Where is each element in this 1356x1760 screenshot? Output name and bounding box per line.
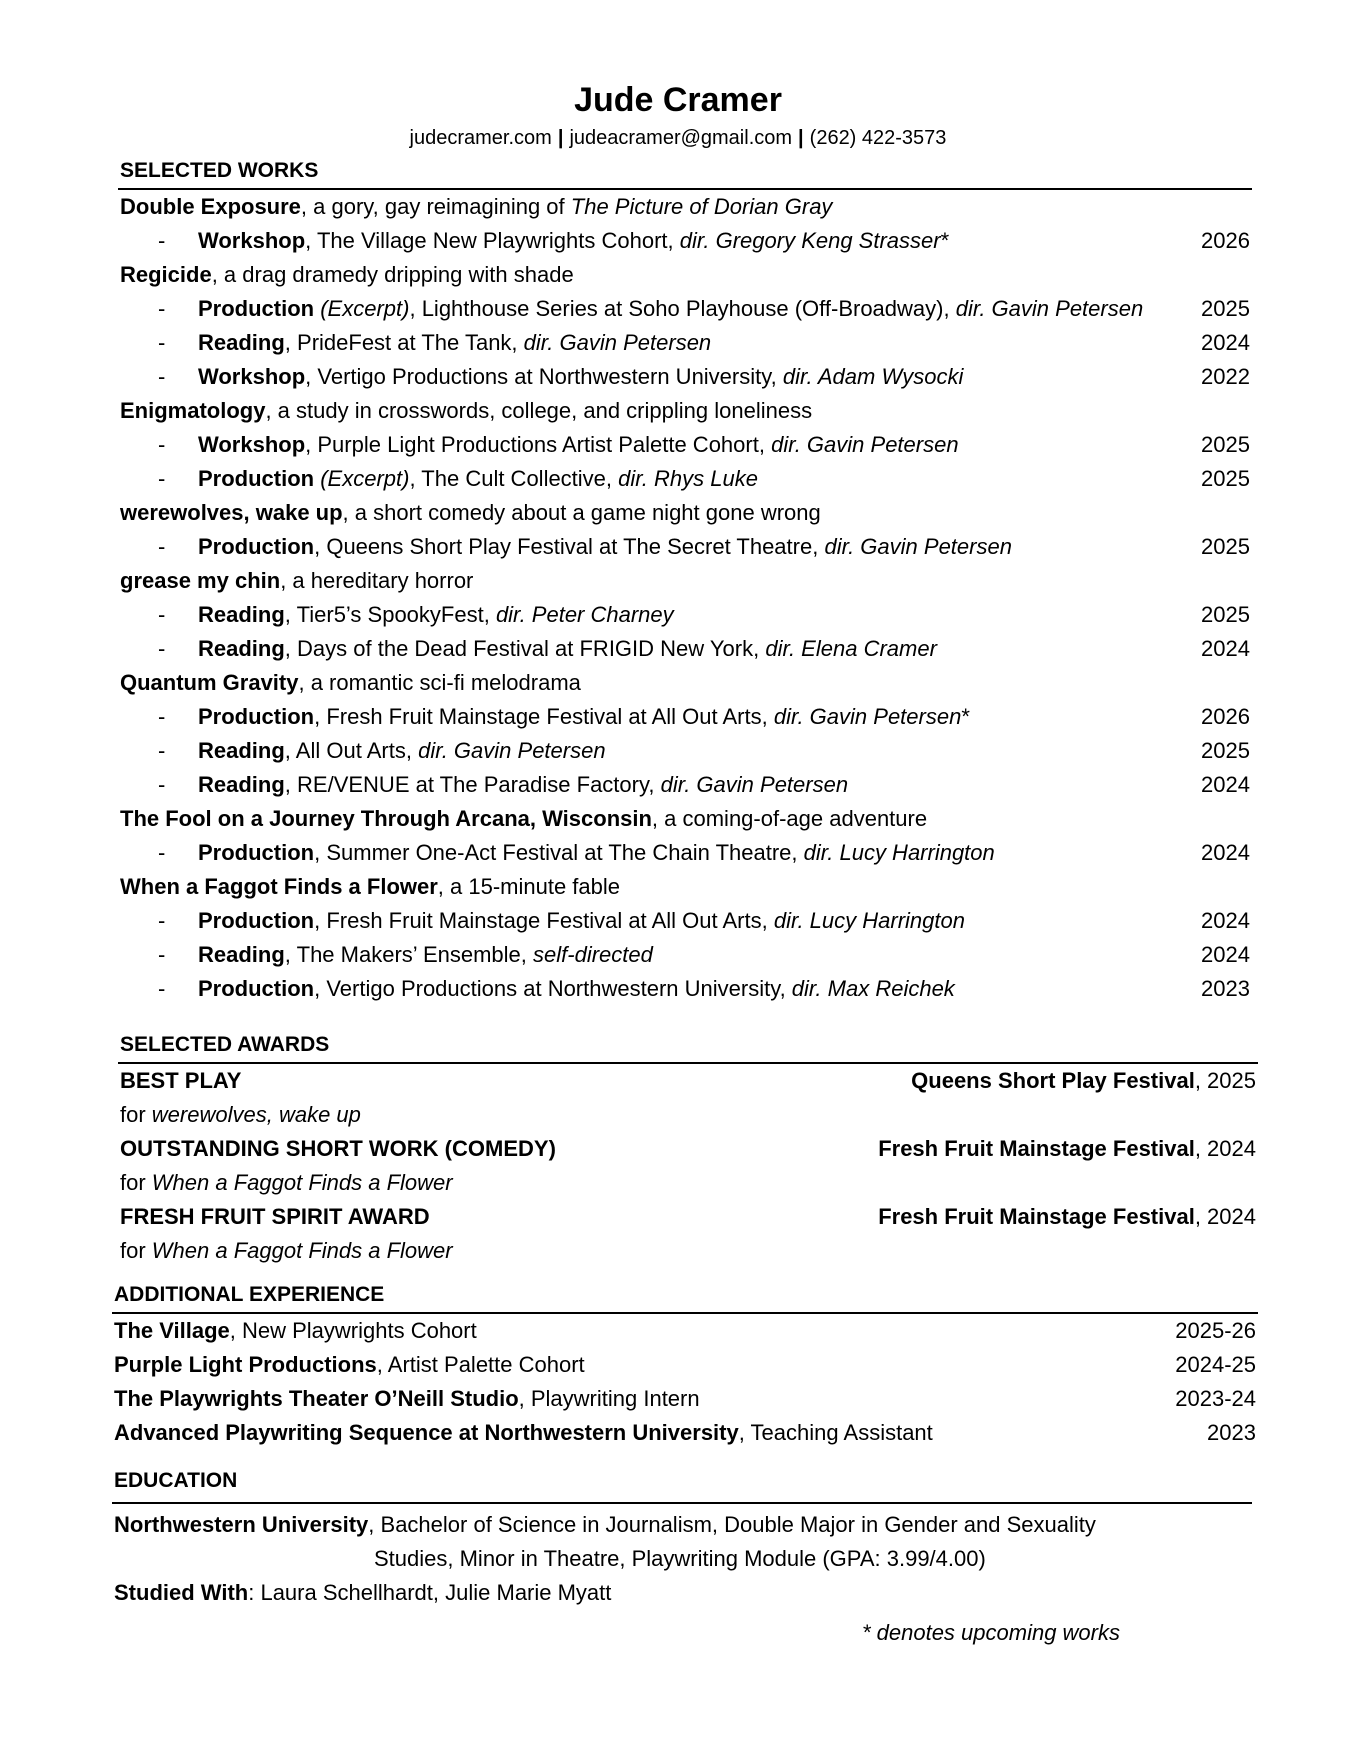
entry-year: 2024 [1201,330,1250,355]
bullet-dash: - [158,534,166,559]
upcoming-marker: * [961,704,970,729]
work-title: The Fool on a Journey Through Arcana, Wisconsin [120,806,652,831]
bullet-dash: - [158,602,166,627]
entry-year: 2025 [1201,296,1250,321]
award-year: , 2024 [1194,1136,1256,1161]
work-entry [120,530,1250,564]
entry-venue: , Lighthouse Series at Soho Playhouse (Off-Broadway), [409,296,956,321]
entry-director: dir. Gavin Petersen [418,738,606,763]
entry-type: Workshop [198,228,306,253]
entry-text [198,428,959,462]
entry-text [198,700,970,734]
work-entry [120,632,1250,666]
entry-type: Production [198,908,315,933]
award-row [120,1132,1256,1166]
bullet-dash: - [158,908,166,933]
work-description: , a hereditary horror [280,568,474,593]
award-row [120,1200,1256,1234]
entry-director: dir. Max Reichek [791,976,955,1001]
entry-year: 2024 [1201,942,1250,967]
work-entry [120,326,1250,360]
experience-org: Purple Light Productions [114,1352,377,1377]
selected-awards-list [120,1064,1256,1268]
work-entry [120,768,1250,802]
entry-venue: , Tier5’s SpookyFest, [284,602,496,627]
work-title: Enigmatology [120,398,266,423]
award-for-row [120,1166,1256,1200]
selected-works-list [120,190,1250,1006]
studied-with-label: Studied With [114,1580,249,1605]
work-title: When a Faggot Finds a Flower [120,874,438,899]
work-title-row [120,496,1250,530]
experience-row [114,1382,1256,1416]
entry-director: dir. Gavin Petersen [523,330,712,355]
entry-text [198,836,995,870]
entry-text [198,326,711,360]
section-title-selected-awards: SELECTED AWARDS [120,1033,330,1056]
entry-director: dir. Gavin Petersen [660,772,849,797]
entry-text [198,530,1012,564]
award-name: FRESH FRUIT SPIRIT AWARD [120,1204,430,1229]
entry-year: 2024 [1201,772,1250,797]
entry-type: Production [198,840,315,865]
entry-venue: , Vertigo Productions at Northwestern University, [314,976,792,1001]
contact-line [0,123,1356,153]
website-link[interactable]: judecramer.com [409,127,552,149]
experience-role: , Teaching Assistant [738,1420,933,1445]
award-for-row [120,1234,1256,1268]
work-title-row [120,666,1250,700]
bullet-dash: - [158,432,166,457]
entry-text [198,224,949,258]
entry-type: Reading [198,602,285,627]
school-name: Northwestern University [114,1512,369,1537]
entry-venue: , All Out Arts, [284,738,419,763]
entry-text [198,632,937,666]
entry-director: dir. Gregory Keng Strasser [679,228,941,253]
phone-number: (262) 422-3573 [809,127,947,149]
work-description: , a coming-of-age adventure [651,806,928,831]
experience-org: The Village [114,1318,230,1343]
work-entry [120,836,1250,870]
work-description: , a gory, gay reimagining of [300,194,571,219]
entry-director: dir. Gavin Petersen [955,296,1144,321]
work-description: , a 15-minute fable [437,874,621,899]
award-for-label: for [120,1170,152,1195]
entry-type: Reading [198,772,285,797]
work-title: Regicide [120,262,212,287]
bullet-dash: - [158,636,166,661]
footnote-upcoming-works: * denotes upcoming works [861,1620,1120,1645]
entry-director: dir. Adam Wysocki [782,364,964,389]
award-for-row [120,1098,1256,1132]
entry-text [198,360,963,394]
resume-name: Jude Cramer [574,81,782,119]
entry-venue: , Purple Light Productions Artist Palette Cohort, [305,432,772,457]
experience-row [114,1348,1256,1382]
bullet-dash: - [158,466,166,491]
work-title-row [120,190,1250,224]
entry-venue: , Fresh Fruit Mainstage Festival at All Out Arts, [314,908,774,933]
entry-type: Workshop [198,432,306,457]
entry-venue: , The Makers’ Ensemble, [284,942,534,967]
work-title: grease my chin [120,568,281,593]
experience-years: 2023-24 [1175,1386,1256,1411]
studied-with-line [114,1576,1254,1610]
entry-type: Production [198,466,315,491]
bullet-dash: - [158,942,166,967]
entry-venue: , PrideFest at The Tank, [284,330,524,355]
entry-year: 2025 [1201,466,1250,491]
work-entry [120,462,1250,496]
bullet-dash: - [158,840,166,865]
work-entry [120,904,1250,938]
entry-text [198,904,965,938]
entry-year: 2024 [1201,840,1250,865]
work-title: Quantum Gravity [120,670,299,695]
entry-venue: , Queens Short Play Festival at The Secret Theatre, [314,534,825,559]
work-title-row [120,258,1250,292]
experience-row [114,1314,1256,1348]
entry-type: Production [198,976,315,1001]
work-entry [120,598,1250,632]
work-title-row [120,394,1250,428]
experience-years: 2024-25 [1175,1352,1256,1377]
award-work: When a Faggot Finds a Flower [151,1238,453,1263]
entry-year: 2026 [1201,228,1250,253]
entry-venue: , Vertigo Productions at Northwestern University, [305,364,783,389]
entry-director: dir. Gavin Petersen [824,534,1012,559]
award-year: , 2025 [1194,1068,1256,1093]
work-title-row [120,870,1250,904]
entry-director: dir. Elena Cramer [765,636,937,661]
entry-text [198,938,653,972]
entry-director: dir. Gavin Petersen [773,704,962,729]
entry-venue: , Summer One-Act Festival at The Chain Theatre, [314,840,804,865]
experience-years: 2023 [1207,1420,1256,1445]
work-entry [120,292,1250,326]
work-title: Double Exposure [120,194,301,219]
email-link[interactable]: judeacramer@gmail.com [569,127,793,149]
work-description-italic: The Picture of Dorian Gray [570,194,833,219]
section-title-selected-works: SELECTED WORKS [120,159,319,182]
work-entry [120,734,1250,768]
entry-year: 2023 [1201,976,1250,1001]
additional-experience-list [114,1314,1256,1450]
entry-text [198,292,1143,326]
entry-director: dir. Rhys Luke [618,466,758,491]
education-block [114,1508,1254,1610]
entry-type: Reading [198,942,285,967]
section-divider [112,1502,1252,1504]
experience-org: The Playwrights Theater O’Neill Studio [114,1386,519,1411]
work-entry [120,360,1250,394]
entry-year: 2025 [1201,602,1250,627]
award-year: , 2024 [1194,1204,1256,1229]
education-degree-line-2: Studies, Minor in Theatre, Playwriting Module (GPA: 3.99/4.00) [374,1546,986,1571]
entry-year: 2022 [1201,364,1250,389]
experience-role: , Playwriting Intern [518,1386,700,1411]
entry-year: 2024 [1201,908,1250,933]
bullet-dash: - [158,704,166,729]
award-festival [911,1064,1256,1098]
entry-excerpt: (Excerpt) [314,466,410,491]
bullet-dash: - [158,330,166,355]
entry-director: dir. Lucy Harrington [803,840,995,865]
bullet-dash: - [158,364,166,389]
entry-director: dir. Lucy Harrington [773,908,965,933]
experience-role: , Artist Palette Cohort [376,1352,585,1377]
upcoming-marker: * [940,228,950,253]
bullet-dash: - [158,228,166,253]
entry-venue: , Fresh Fruit Mainstage Festival at All Out Arts, [314,704,774,729]
experience-years: 2025-26 [1175,1318,1256,1343]
entry-year: 2025 [1201,534,1250,559]
entry-venue: , The Village New Playwrights Cohort, [305,228,680,253]
bullet-dash: - [158,296,166,321]
entry-year: 2025 [1201,738,1250,763]
experience-org: Advanced Playwriting Sequence at Northwestern University [114,1420,739,1445]
award-festival-name: Fresh Fruit Mainstage Festival [878,1136,1195,1161]
entry-type: Workshop [198,364,306,389]
studied-with-names: : Laura Schellhardt, Julie Marie Myatt [248,1580,612,1605]
contact-separator: | [557,127,564,149]
entry-type: Production [198,534,315,559]
award-for-label: for [120,1102,152,1127]
entry-venue: , RE/VENUE at The Paradise Factory, [284,772,661,797]
work-entry [120,700,1250,734]
bullet-dash: - [158,772,166,797]
entry-text [198,462,758,496]
entry-text [198,734,606,768]
section-title-additional-experience: ADDITIONAL EXPERIENCE [114,1283,385,1306]
experience-role: , New Playwrights Cohort [229,1318,477,1343]
entry-type: Reading [198,738,285,763]
award-row [120,1064,1256,1098]
award-festival [878,1132,1256,1166]
entry-director: dir. Peter Charney [495,602,674,627]
work-title-row [120,802,1250,836]
bullet-dash: - [158,738,166,763]
education-degree-line [114,1508,1254,1542]
degree-text: , Bachelor of Science in Journalism, Double Major in Gender and Sexuality [368,1512,1096,1537]
entry-venue: , The Cult Collective, [409,466,619,491]
entry-text [198,768,848,802]
entry-type: Production [198,296,315,321]
bullet-dash: - [158,976,166,1001]
entry-type: Reading [198,636,285,661]
work-title-row [120,564,1250,598]
award-work: When a Faggot Finds a Flower [151,1170,453,1195]
award-festival [878,1200,1256,1234]
work-entry [120,938,1250,972]
section-title-education: EDUCATION [114,1469,238,1492]
work-title: werewolves, wake up [120,500,343,525]
work-description: , a romantic sci-fi melodrama [298,670,581,695]
award-name: OUTSTANDING SHORT WORK (COMEDY) [120,1136,556,1161]
entry-text [198,598,674,632]
work-entry [120,224,1250,258]
award-festival-name: Queens Short Play Festival [911,1068,1195,1093]
work-description: , a short comedy about a game night gone wrong [342,500,821,525]
entry-year: 2025 [1201,432,1250,457]
entry-year: 2026 [1201,704,1250,729]
contact-separator: | [798,127,804,149]
award-festival-name: Fresh Fruit Mainstage Festival [878,1204,1195,1229]
award-for-label: for [120,1238,152,1263]
entry-venue: , Days of the Dead Festival at FRIGID New York, [284,636,766,661]
entry-director: dir. Gavin Petersen [771,432,959,457]
work-entry [120,428,1250,462]
entry-text [198,972,955,1006]
award-name: BEST PLAY [120,1068,242,1093]
award-work: werewolves, wake up [151,1102,361,1127]
entry-excerpt: (Excerpt) [314,296,410,321]
experience-row [114,1416,1256,1450]
entry-type: Production [198,704,315,729]
work-description: , a study in crosswords, college, and crippling loneliness [265,398,813,423]
entry-year: 2024 [1201,636,1250,661]
entry-director: self-directed [533,942,653,967]
work-entry [120,972,1250,1006]
work-description: , a drag dramedy dripping with shade [211,262,574,287]
entry-type: Reading [198,330,285,355]
